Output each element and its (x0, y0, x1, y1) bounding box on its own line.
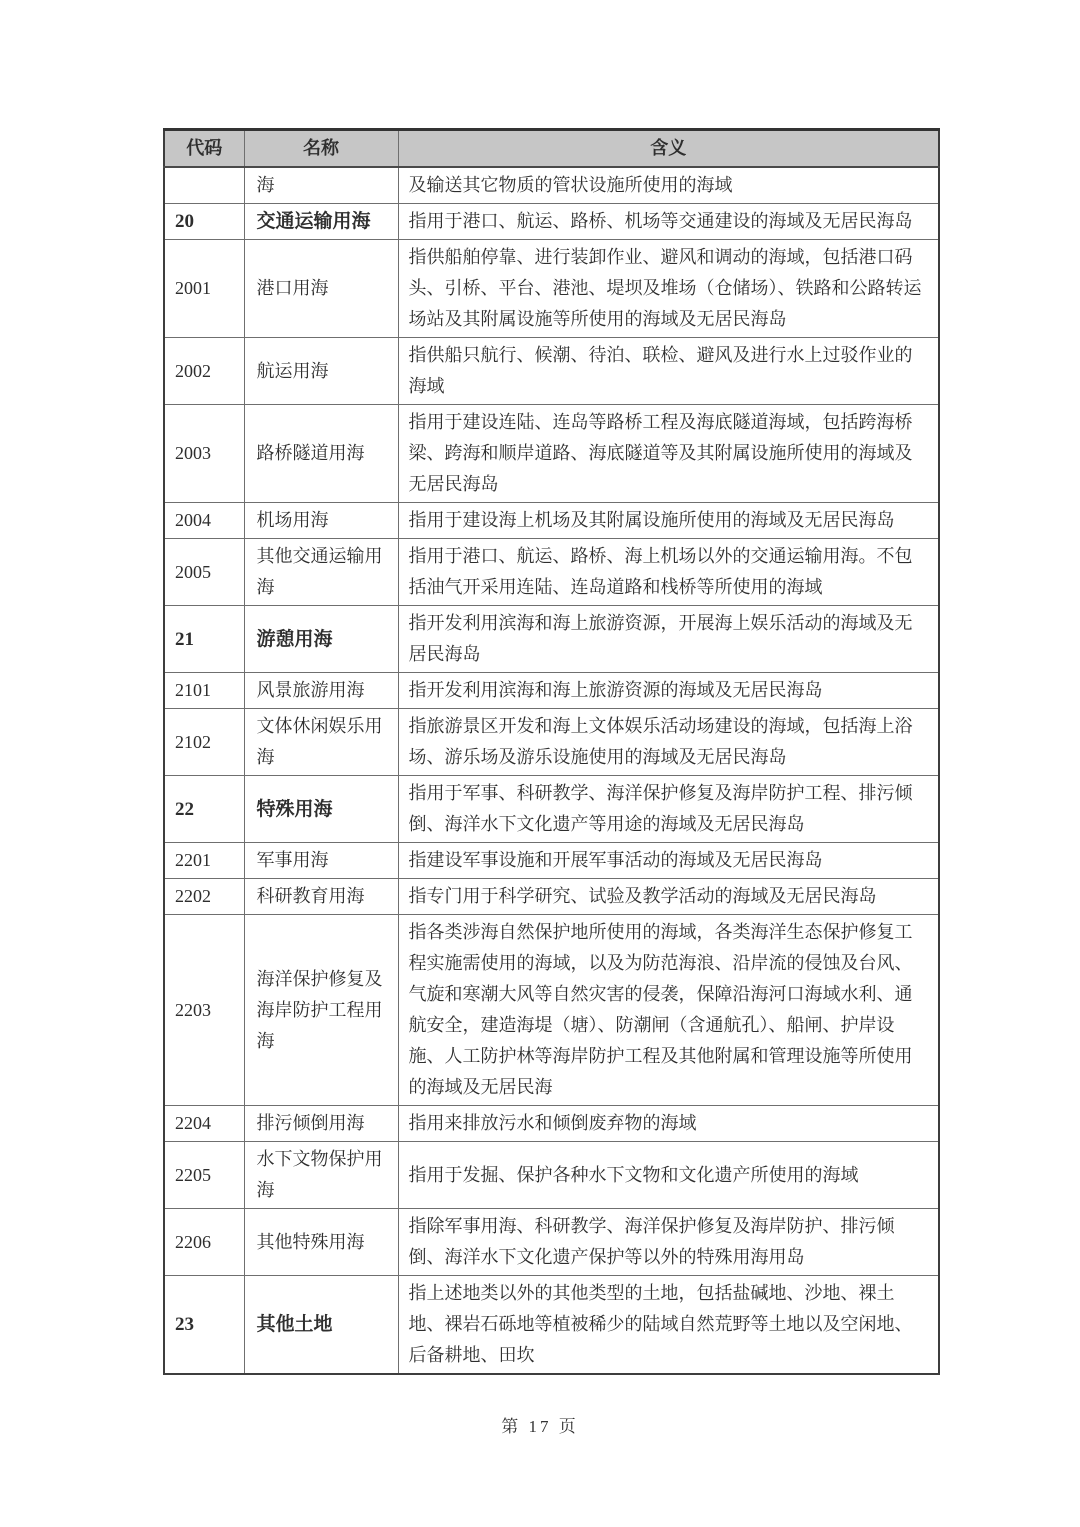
cell-meaning: 指专门用于科学研究、试验及教学活动的海域及无居民海岛 (398, 879, 939, 915)
cell-name: 科研教育用海 (244, 879, 398, 915)
cell-meaning: 指供船只航行、候潮、待泊、联检、避风及进行水上过驳作业的海域 (398, 338, 939, 405)
cell-meaning: 指除军事用海、科研教学、海洋保护修复及海岸防护、排污倾倒、海洋水下文化遗产保护等以外的特殊用海用岛 (398, 1209, 939, 1276)
cell-code: 2002 (164, 338, 244, 405)
cell-meaning: 指用于发掘、保护各种水下文物和文化遗产所使用的海域 (398, 1142, 939, 1209)
cell-code: 2101 (164, 673, 244, 709)
table-row (164, 539, 939, 606)
cell-name: 交通运输用海 (244, 204, 398, 240)
cell-name: 港口用海 (244, 240, 398, 338)
cell-name: 特殊用海 (244, 776, 398, 843)
cell-meaning: 指供船舶停靠、进行装卸作业、避风和调动的海域，包括港口码头、引桥、平台、港池、堤坝及堆场（仓储场）、铁路和公路转运场站及其附属设施等所使用的海域及无居民海岛 (398, 240, 939, 338)
cell-name: 排污倾倒用海 (244, 1106, 398, 1142)
table-row (164, 915, 939, 1106)
cell-code: 2201 (164, 843, 244, 879)
cell-name: 游憩用海 (244, 606, 398, 673)
cell-name: 军事用海 (244, 843, 398, 879)
table-row (164, 405, 939, 503)
header-code: 代码 (164, 130, 244, 168)
table-row (164, 167, 939, 204)
cell-code: 23 (164, 1276, 244, 1375)
cell-code (164, 167, 244, 204)
cell-code: 2003 (164, 405, 244, 503)
cell-code: 2205 (164, 1142, 244, 1209)
cell-name: 风景旅游用海 (244, 673, 398, 709)
cell-name: 水下文物保护用海 (244, 1142, 398, 1209)
cell-meaning: 及输送其它物质的管状设施所使用的海域 (398, 167, 939, 204)
cell-code: 2203 (164, 915, 244, 1106)
cell-meaning: 指上述地类以外的其他类型的土地，包括盐碱地、沙地、裸土地、裸岩石砾地等植被稀少的陆域自然荒野等土地以及空闲地、后备耕地、田坎 (398, 1276, 939, 1375)
cell-name: 海洋保护修复及海岸防护工程用海 (244, 915, 398, 1106)
table-row (164, 1106, 939, 1142)
table-row (164, 503, 939, 539)
table-row (164, 1142, 939, 1209)
cell-code: 2001 (164, 240, 244, 338)
sea-use-classification-table (163, 128, 940, 1375)
cell-code: 2005 (164, 539, 244, 606)
cell-meaning: 指开发利用滨海和海上旅游资源的海域及无居民海岛 (398, 673, 939, 709)
table-row (164, 204, 939, 240)
cell-meaning: 指用于建设海上机场及其附属设施所使用的海域及无居民海岛 (398, 503, 939, 539)
cell-code: 2202 (164, 879, 244, 915)
table-header-row (164, 130, 939, 168)
table-row (164, 843, 939, 879)
cell-code: 2102 (164, 709, 244, 776)
cell-code: 2004 (164, 503, 244, 539)
cell-name: 机场用海 (244, 503, 398, 539)
cell-code: 21 (164, 606, 244, 673)
cell-name: 航运用海 (244, 338, 398, 405)
page-number: 第 17 页 (501, 1417, 579, 1436)
table-row (164, 879, 939, 915)
header-meaning: 含义 (398, 130, 939, 168)
table-row (164, 1209, 939, 1276)
cell-meaning: 指用于军事、科研教学、海洋保护修复及海岸防护工程、排污倾倒、海洋水下文化遗产等用途的海域及无居民海岛 (398, 776, 939, 843)
table-row (164, 606, 939, 673)
table-row (164, 673, 939, 709)
cell-name: 路桥隧道用海 (244, 405, 398, 503)
cell-meaning: 指各类涉海自然保护地所使用的海域，各类海洋生态保护修复工程实施需使用的海域，以及为防范海浪、沿岸流的侵蚀及台风、气旋和寒潮大风等自然灾害的侵袭，保障沿海河口海域水利、通航安全，建造海堤（塘）、防潮闸（含通航孔）、船闸、护岸设施、人工防护林等海岸防护工程及其他附属和管理设施等所使用的海域及无居民海 (398, 915, 939, 1106)
cell-meaning: 指用于港口、航运、路桥、机场等交通建设的海域及无居民海岛 (398, 204, 939, 240)
table-row (164, 240, 939, 338)
cell-code: 22 (164, 776, 244, 843)
cell-meaning: 指用于港口、航运、路桥、海上机场以外的交通运输用海。不包括油气开采用连陆、连岛道路和栈桥等所使用的海域 (398, 539, 939, 606)
cell-meaning: 指建设军事设施和开展军事活动的海域及无居民海岛 (398, 843, 939, 879)
table-row (164, 709, 939, 776)
cell-code: 2206 (164, 1209, 244, 1276)
cell-meaning: 指开发利用滨海和海上旅游资源，开展海上娱乐活动的海域及无居民海岛 (398, 606, 939, 673)
cell-code: 20 (164, 204, 244, 240)
cell-name: 其他特殊用海 (244, 1209, 398, 1276)
header-name: 名称 (244, 130, 398, 168)
table-row (164, 776, 939, 843)
cell-meaning: 指用来排放污水和倾倒废弃物的海域 (398, 1106, 939, 1142)
cell-name: 其他交通运输用海 (244, 539, 398, 606)
table-row (164, 1276, 939, 1375)
cell-name: 文体休闲娱乐用海 (244, 709, 398, 776)
cell-name: 其他土地 (244, 1276, 398, 1375)
cell-name: 海 (244, 167, 398, 204)
cell-code: 2204 (164, 1106, 244, 1142)
table-row (164, 338, 939, 405)
table-body (164, 167, 939, 1374)
cell-meaning: 指用于建设连陆、连岛等路桥工程及海底隧道海域，包括跨海桥梁、跨海和顺岸道路、海底隧道等及其附属设施所使用的海域及无居民海岛 (398, 405, 939, 503)
cell-meaning: 指旅游景区开发和海上文体娱乐活动场建设的海域，包括海上浴场、游乐场及游乐设施使用的海域及无居民海岛 (398, 709, 939, 776)
